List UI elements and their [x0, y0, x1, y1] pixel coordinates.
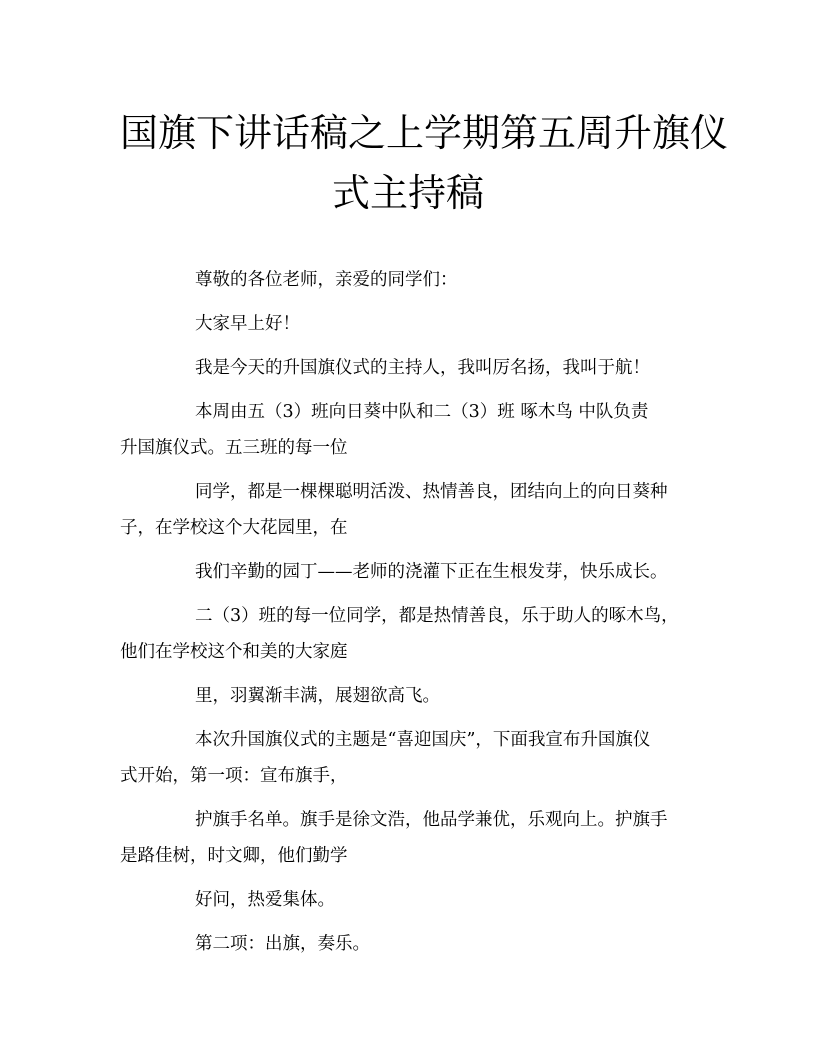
text-line: 里，羽翼渐丰满，展翅欲高飞。 [195, 686, 440, 706]
text-line: 好问，热爱集体。 [195, 890, 335, 910]
text-line: 是路佳树，时文卿，他们勤学 [120, 846, 348, 866]
text-line: 同学，都是一棵棵聪明活泼、热情善良，团结向上的向日葵种 [195, 482, 668, 502]
text-line: 我们辛勤的园丁——老师的浇灌下正在生根发芽，快乐成长。 [195, 562, 668, 582]
paragraph-woodpecker [120, 598, 700, 670]
text-line: 他们在学校这个和美的大家庭 [120, 642, 348, 662]
document-title-line-2: 式主持稿 [331, 171, 484, 215]
text-line: 升国旗仪式。五三班的每一位 [120, 438, 348, 458]
text-line: 护旗手名单。旗手是徐文浩，他品学兼优，乐观向上。护旗手 [195, 810, 668, 830]
paragraph-wings [120, 678, 700, 714]
paragraph-host-intro [120, 350, 700, 386]
text-line: 式开始，第一项：宣布旗手， [120, 766, 348, 786]
text-line: 子，在学校这个大花园里，在 [120, 518, 348, 538]
text-line: 本周由五（3）班向日葵中队和二（3）班 啄木鸟 中队负责 [195, 402, 649, 422]
paragraph-good-morning [120, 306, 700, 342]
paragraph-second-item [120, 926, 700, 962]
document-title-line-1: 国旗下讲话稿之上学期第五周升旗仪 [120, 111, 729, 155]
paragraph-greeting [120, 262, 700, 298]
paragraph-sunflower [120, 474, 700, 546]
text-line: 二（3）班的每一位同学，都是热情善良，乐于助人的啄木鸟， [195, 606, 679, 626]
paragraph-diligent [120, 882, 700, 918]
paragraph-classes [120, 394, 700, 466]
text-line: 本次升国旗仪式的主题是“喜迎国庆”，下面我宣布升国旗仪 [195, 730, 651, 750]
text-line: 尊敬的各位老师，亲爱的同学们： [195, 270, 458, 290]
text-line: 大家早上好！ [195, 314, 300, 334]
text-line: 我是今天的升国旗仪式的主持人，我叫厉名扬，我叫于航！ [195, 358, 650, 378]
paragraph-gardener [120, 554, 700, 590]
paragraph-flag-bearers [120, 802, 700, 874]
text-line: 第二项：出旗，奏乐。 [195, 934, 370, 954]
paragraph-theme [120, 722, 700, 794]
